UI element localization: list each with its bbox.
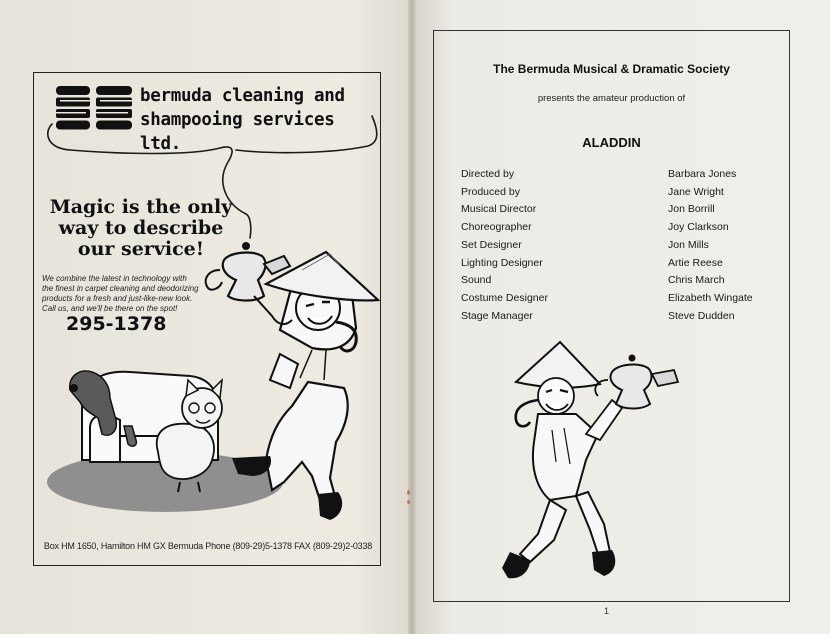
stain-mark: [407, 500, 410, 504]
credit-role: Directed by: [461, 168, 515, 180]
ad-address-line: Box HM 1650, Hamilton HM GX Bermuda Phone (809-29)5-1378 FAX (809-29)2-0338: [43, 541, 373, 551]
credit-names: [668, 166, 753, 325]
presents-line: presents the amateur production of: [537, 93, 686, 104]
credit-name: Elizabeth Wingate: [668, 291, 753, 304]
credit-role: Musical Director: [461, 203, 537, 216]
ad-body-line: We combine the latest in technology with: [42, 274, 187, 283]
binding-gutter: [408, 0, 416, 634]
credit-role: Lighting Designer: [461, 256, 543, 269]
slogan-line: Magic is the only: [49, 196, 233, 218]
show-title: ALADDIN: [582, 135, 641, 150]
credit-roles: [461, 166, 548, 325]
stain-mark: [407, 490, 410, 495]
credit-role: Costume Designer: [461, 291, 548, 304]
credit-role: Sound: [461, 274, 492, 287]
ad-body-line: the finest in carpet cleaning and deodorizing: [42, 284, 199, 293]
credit-name: Chris March: [668, 274, 725, 287]
credit-name: Jon Borrill: [668, 203, 715, 216]
credit-role: Set Designer: [461, 238, 522, 251]
society-name: The Bermuda Musical & Dramatic Society: [493, 62, 730, 76]
slogan-line: our service!: [77, 238, 205, 260]
credit-name: Artie Reese: [668, 256, 723, 269]
company-name-line: shampooing services ltd.: [140, 110, 335, 154]
company-name-line: bermuda cleaning and: [140, 86, 345, 106]
credit-name: Jane Wright: [668, 185, 724, 198]
ad-body-line: Call us, and we'll be there on the spot!: [42, 304, 178, 313]
ad-body-line: products for a fresh and just-like-new look.: [42, 294, 193, 303]
slogan-line: way to describe: [58, 217, 224, 239]
bcs-logo-icon: [56, 86, 132, 130]
genie-lamp-figure-icon: [40, 230, 390, 530]
credit-role: Stage Manager: [461, 309, 533, 322]
ad-phone-number: 295-1378: [66, 313, 167, 335]
page-number: 1: [604, 606, 610, 616]
credit-name: Joy Clarkson: [668, 221, 729, 234]
credit-role: Choreographer: [461, 221, 532, 234]
credit-name: Steve Dudden: [668, 309, 735, 322]
credit-name: Jon Mills: [668, 238, 709, 251]
company-name: [140, 84, 380, 156]
credit-name: Barbara Jones: [668, 168, 737, 180]
genie-lamp-figure-icon: [490, 330, 700, 590]
credit-role: Produced by: [461, 185, 520, 198]
